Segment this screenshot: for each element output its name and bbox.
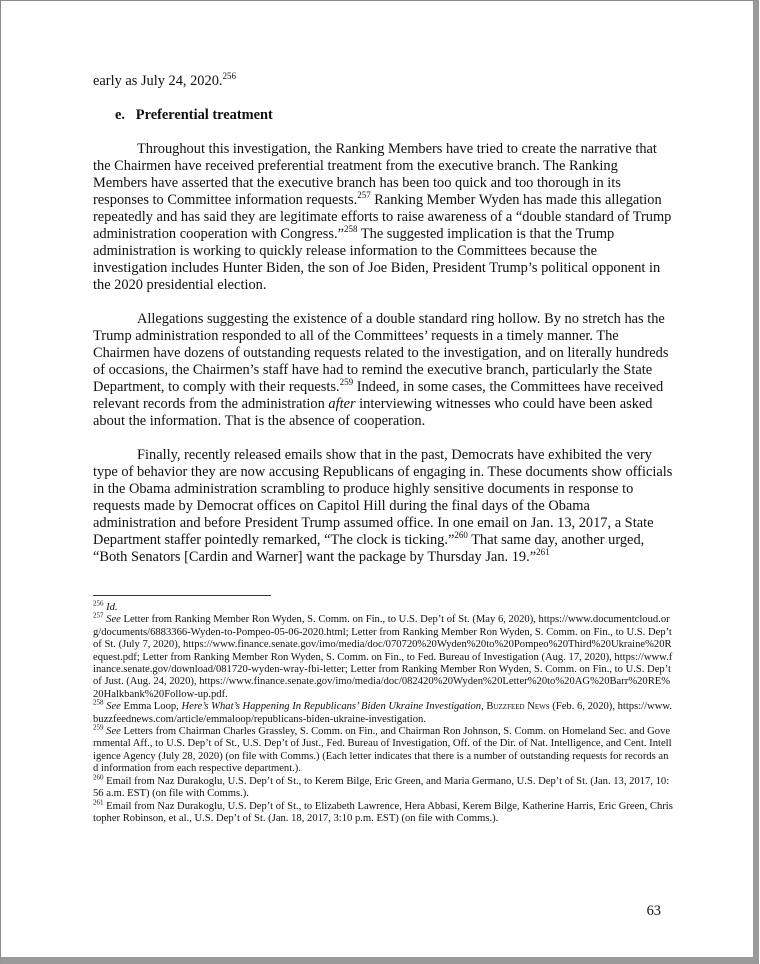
paragraph: Throughout this investigation, the Ranking Members have tried to create the narrative that the Chairmen have received preferential treatment from the executive branch. The Ranking Members have asserted that the executive branch has been too quick and too thorough in its responses to Committee information requests.$^{257}$ Ranking Member Wyden has made this allegation repeatedly and has said they are legitimate efforts to raise awareness of a “double standard of Trump administration cooperation with Congress.”$^{258}$ The suggested implication is that the Trump administration is working to quickly release information to the Committees because the investigation includes Hunter Biden, the son of Joe Biden, President Trump’s political opponent in the 2020 presidential election. (93, 141, 672, 293)
main-text (93, 73, 673, 566)
section-heading (93, 107, 673, 124)
footnote-ref: 261 (536, 547, 550, 558)
footnote-ref: 256 (222, 71, 236, 82)
footnote-ref: 258 (344, 224, 358, 235)
footnote: $^{260}$ Email from Naz Durakoglu, U.S. Dep’t of St., to Kerem Bilge, Eric Green, and Maria Germano, U.S. Dep’t of St. (Jan. 13, 2017, 10:56 a.m. EST) (on file with Comms.). (93, 773, 670, 800)
footnote-ref: 259 (339, 377, 354, 388)
footnotes (93, 599, 673, 825)
footnote: $^{256}$ Id. (93, 599, 118, 613)
footnote-ref: 257 (357, 190, 371, 201)
footnote-separator (93, 595, 271, 596)
continuation-line: early as July 24, 2020.$^{256}$ (93, 71, 236, 89)
paragraph: Allegations suggesting the existence of a double standard ring hollow. By no stretch has the Trump administration responded to all of the Committees’ requests in a timely manner. The Chairmen have dozens of outstanding requests related to the investigation, and on literally hundreds of occasions, the Chairmen’s staff have had to remind the executive branch, particularly the State Department, to comply with their requests.$^{259}$ Indeed, in some cases, the Committees have received relevant records from the administration after interviewing witnesses who could have been asked about the information. That is the absence of cooperation. (93, 311, 669, 429)
footnote: $^{257}$ See Letter from Ranking Member Ron Wyden, S. Comm. on Fin., to U.S. Dep’t of St. (May 6, 2020), https://www.documentcloud.org/documents/6883366-Wyden-to-Pompeo-05-06-2020.html; Letter from Ranking Member Ron Wyden, S. Comm. on Fin., to U.S. Dep’t of St. (July 7, 2020), https://www.finance.senate.gov/imo/media/doc/070720%20Wyden%20to%20Pompeo%20Third%20Ukraine%20Request.pdf; Letter from Ranking Member Ron Wyden, S. Comm. on Fin., to Fed. Bureau of Investigation (Aug. 17, 2020), https://www.finance.senate.gov/download/081720-wyden-wray-fbi-letter; Letter from Ranking Member Ron Wyden, S. Comm. on Fin., to U.S. Dep’t of Just. (Aug. 24, 2020), https://www.finance.senate.gov/imo/media/doc/082420%20Wyden%20Letter%20to%20AG%20Barr%20RE%20Halkbank%20Follow-up.pdf. (93, 611, 673, 700)
section-title: Preferential treatment (135, 107, 273, 123)
paragraph: Finally, recently released emails show that in the past, Democrats have exhibited the very type of behavior they are now accusing Republicans of engaging in. These documents show officials in the Obama administration scrambling to produce highly sensitive documents in response to requests made by Democrat offices on Capitol Hill during the final days of the Obama administration and before President Trump assumed office. In one email on Jan. 13, 2017, a State Department staffer pointedly remarked, “The clock is ticking.”$^{260}$ That same day, another urged, “Both Senators [Cardin and Warner] want the package by Thursday Jan. 19.”$^{261}$ (93, 447, 673, 565)
page-number: 63 (646, 903, 661, 919)
section-letter: e. (115, 107, 125, 123)
footnote-ref: 260 (454, 530, 468, 541)
footnote: $^{259}$ See Letters from Chairman Charles Grassley, S. Comm. on Fin., and Chairman Ron Johnson, S. Comm. on Homeland Sec. and Governmental Aff., to U.S. Dep’t of St., U.S. Dep’t of Just., Fed. Bureau of Investigation, Off. of the Dir. of Nat. Intelligence, and Cent. Intelligence Agency (July 28, 2020) (on file with Comms.) (Each letter indicates that there is a number of outstanding requests for records and information from each respective department.). (93, 723, 672, 775)
footnote: $^{258}$ See Emma Loop, Here’s What’s Happening In Republicans’ Biden Ukraine Investigation, Buzzfeed News (Feb. 6, 2020), https://www.buzzfeednews.com/article/emmaloop/republicans-biden-ukraine-investigation. (93, 698, 672, 725)
footnote: $^{261}$ Email from Naz Durakoglu, U.S. Dep’t of St., to Elizabeth Lawrence, Hera Abbasi, Kerem Bilge, Katherine Harris, Eric Green, Christopher Robinson, et al., U.S. Dep’t of St. (Jan. 18, 2017, 3:10 p.m. EST) (on file with Comms.). (93, 797, 673, 824)
